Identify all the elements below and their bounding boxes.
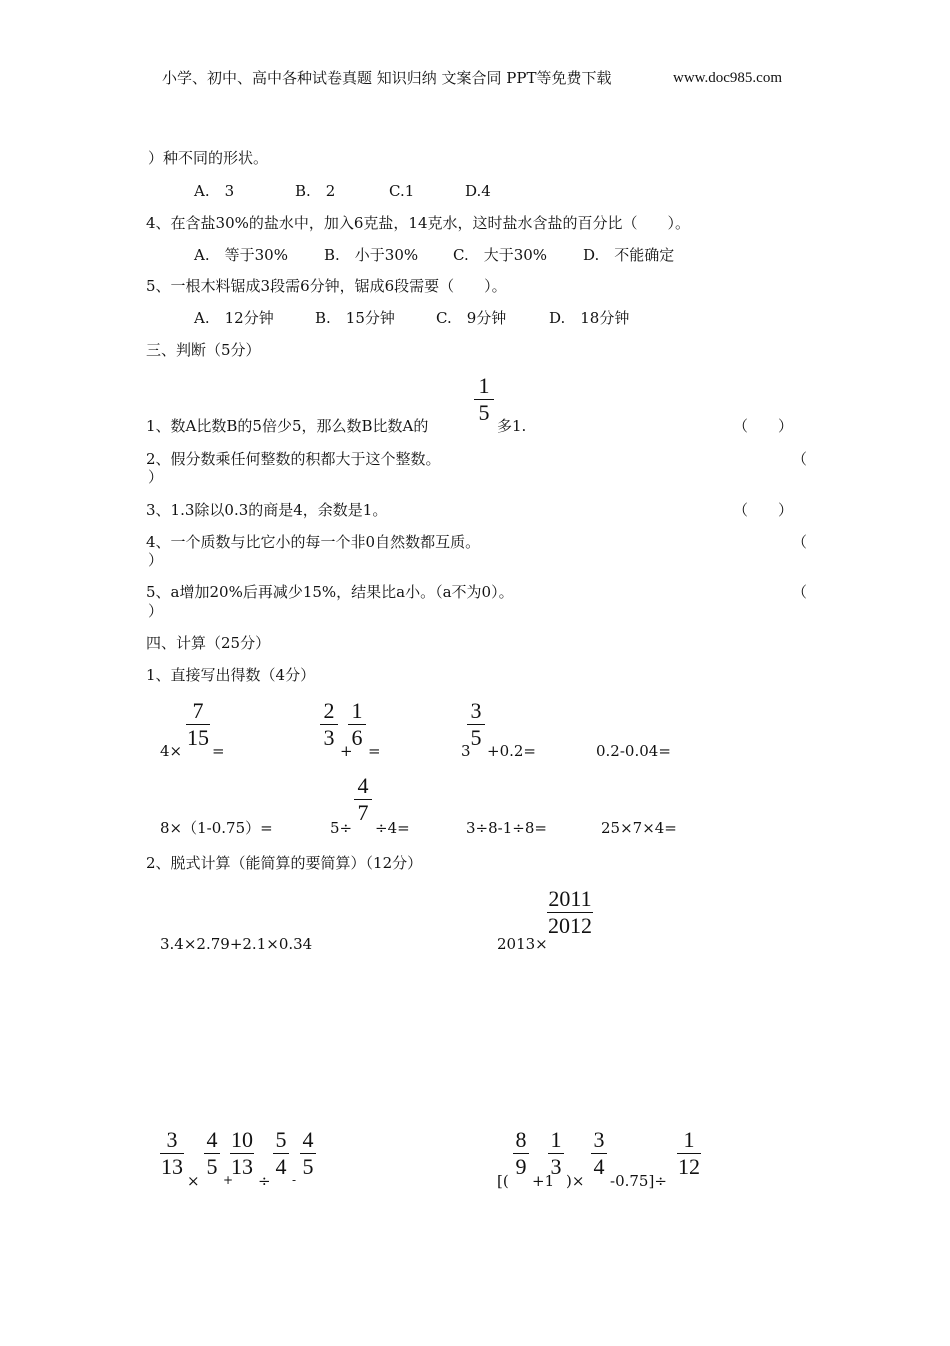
fraction-denominator: 5 [206, 1154, 218, 1179]
calc-row1-e1-post: = [212, 742, 225, 760]
choice-q3-option-d: D.4 [465, 182, 491, 200]
fraction-numerator: 4 [357, 773, 369, 798]
fraction-numerator: 1 [683, 1127, 695, 1152]
fraction-denominator: 7 [357, 800, 369, 825]
choice-q4-option-d: D. 不能确定 [583, 246, 675, 264]
judge-title: 三、判断（5分） [146, 341, 261, 359]
fraction-denominator: 5 [478, 400, 490, 425]
calc-title: 四、计算（25分） [146, 634, 271, 652]
choice-q3-tail: ）种不同的形状。 [148, 149, 269, 167]
judge-q1-fraction [474, 375, 494, 424]
fraction-denominator: 5 [302, 1154, 314, 1179]
calc-ex3-frac-5-4 [273, 1129, 289, 1178]
fraction-denominator: 5 [470, 725, 482, 750]
fraction-denominator: 2012 [548, 913, 592, 938]
calc-ex3-frac-10-13 [230, 1129, 254, 1178]
choice-q4-option-c: C. 大于30% [453, 246, 548, 264]
calc-ex3-op-divide: ÷ [258, 1172, 271, 1190]
calc-ex4-frac-8-9 [513, 1129, 529, 1178]
fraction-numerator: 8 [515, 1127, 527, 1152]
fraction-numerator: 3 [593, 1127, 605, 1152]
fraction-numerator: 2 [323, 698, 335, 723]
calc-sub1: 1、直接写出得数（4分） [146, 666, 316, 684]
calc-ex3-op-plus: + [223, 1173, 234, 1187]
choice-q5-option-b: B. 15分钟 [315, 309, 395, 327]
choice-q3-option-b: B. 2 [295, 182, 336, 200]
calc-row1-e2-post: = [368, 742, 381, 760]
fraction-denominator: 6 [351, 725, 363, 750]
fraction-denominator: 13 [161, 1154, 183, 1179]
judge-q2-text: 2、假分数乘任何整数的积都大于这个整数。 [146, 450, 441, 468]
fraction-numerator: 4 [206, 1127, 218, 1152]
calc-row2-e4: 25×7×4= [601, 819, 677, 837]
fraction-numerator: 7 [192, 698, 204, 723]
calc-ex2-pre: 2013× [497, 935, 548, 953]
calc-ex4-frac-3-4 [591, 1129, 607, 1178]
fraction-denominator: 4 [593, 1154, 605, 1179]
fraction-denominator: 12 [678, 1154, 700, 1179]
fraction-numerator: 2011 [548, 886, 592, 911]
calc-row2-e2-pre: 5÷ [330, 819, 353, 837]
calc-row2-e1: 8×（1-0.75）= [160, 819, 273, 837]
choice-q5-option-d: D. 18分钟 [549, 309, 630, 327]
fraction-numerator: 3 [166, 1127, 178, 1152]
judge-q3-text: 3、1.3除以0.3的商是4，余数是1。 [146, 501, 388, 519]
calc-ex4-frac-1-3 [548, 1129, 564, 1178]
fraction-denominator: 13 [231, 1154, 253, 1179]
fraction-denominator: 3 [323, 725, 335, 750]
judge-q1-text: 1、数A比数B的5倍少5，那么数B比数A的 [146, 417, 429, 435]
calc-row1-e4: 0.2-0.04= [596, 742, 671, 760]
calc-ex3-frac-4-5b [300, 1129, 316, 1178]
judge-q1-tail: 多1. [497, 417, 527, 435]
judge-q2-paren-open[interactable]: （ [792, 450, 808, 468]
fraction-numerator: 4 [302, 1127, 314, 1152]
calc-sub2: 2、脱式计算（能简算的要简算）（12分） [146, 854, 423, 872]
calc-ex1: 3.4×2.79+2.1×0.34 [160, 935, 313, 953]
calc-ex3-frac-3-13 [160, 1129, 184, 1178]
choice-q4: 4、在含盐30%的盐水中，加入6克盐，14克水，这时盐水含盐的百分比（ ）。 [146, 214, 691, 232]
calc-ex3-frac-4-5 [204, 1129, 220, 1178]
fraction-numerator: 5 [275, 1127, 287, 1152]
fraction-denominator: 3 [550, 1154, 562, 1179]
choice-q5: 5、一根木料锯成3段需6分钟，锯成6段需要（ ）。 [146, 277, 507, 295]
choice-q4-option-b: B. 小于30% [324, 246, 419, 264]
header-site: www.doc985.com [673, 70, 783, 86]
header-text: 小学、初中、高中各种试卷真题 知识归纳 文案合同 PPT等免费下载 [162, 69, 612, 87]
judge-q1-answer-paren[interactable]: （ ） [733, 417, 794, 435]
calc-ex4-part1: [( [497, 1172, 509, 1190]
calc-ex3-op-times: × [187, 1172, 200, 1190]
calc-row1-e2-mid: + [340, 742, 353, 760]
fraction-denominator: 15 [187, 725, 209, 750]
calc-ex4-part3: )× [566, 1172, 585, 1190]
judge-q5-paren-close[interactable]: ） [148, 602, 164, 620]
calc-row2-e2-post: ÷4= [375, 819, 410, 837]
choice-q5-option-c: C. 9分钟 [436, 309, 507, 327]
fraction-denominator: 4 [275, 1154, 287, 1179]
calc-row1-e3-pre: 3 [461, 742, 471, 760]
calc-ex3-op-minus: - [292, 1173, 297, 1187]
calc-ex4-part4: -0.75]÷ [610, 1172, 667, 1190]
fraction-numerator: 1 [351, 698, 363, 723]
fraction-numerator: 1 [550, 1127, 562, 1152]
calc-row1-e1-pre: 4× [160, 742, 183, 760]
calc-row1-e3-post: +0.2= [487, 742, 536, 760]
fraction-numerator: 10 [231, 1127, 253, 1152]
calc-ex4-part2: +1 [532, 1172, 555, 1190]
judge-q5-paren-open[interactable]: （ [792, 583, 808, 601]
calc-ex4-frac-1-12 [677, 1129, 701, 1178]
fraction-numerator: 3 [470, 698, 482, 723]
judge-q2-paren-close[interactable]: ） [148, 468, 164, 486]
judge-q5-text: 5、a增加20%后再减少15%，结果比a小。（a不为0）。 [146, 583, 514, 601]
judge-q4-text: 4、一个质数与比它小的每一个非0自然数都互质。 [146, 533, 481, 551]
judge-q4-paren-open[interactable]: （ [792, 533, 808, 551]
choice-q5-option-a: A. 12分钟 [194, 309, 274, 327]
fraction-denominator: 9 [515, 1154, 527, 1179]
judge-q3-answer-paren[interactable]: （ ） [733, 501, 794, 519]
calc-row1-frac-2-3 [320, 700, 338, 749]
choice-q4-option-a: A. 等于30% [194, 246, 288, 264]
calc-ex2-fraction [547, 888, 593, 937]
fraction-numerator: 1 [478, 373, 490, 398]
calc-row2-frac-4-7 [354, 775, 372, 824]
choice-q3-option-c: C.1 [389, 182, 415, 200]
choice-q3-option-a: A. 3 [194, 182, 235, 200]
calc-row1-frac-7-15 [186, 700, 210, 749]
judge-q4-paren-close[interactable]: ） [148, 551, 164, 569]
calc-row2-e3: 3÷8-1÷8= [466, 819, 547, 837]
